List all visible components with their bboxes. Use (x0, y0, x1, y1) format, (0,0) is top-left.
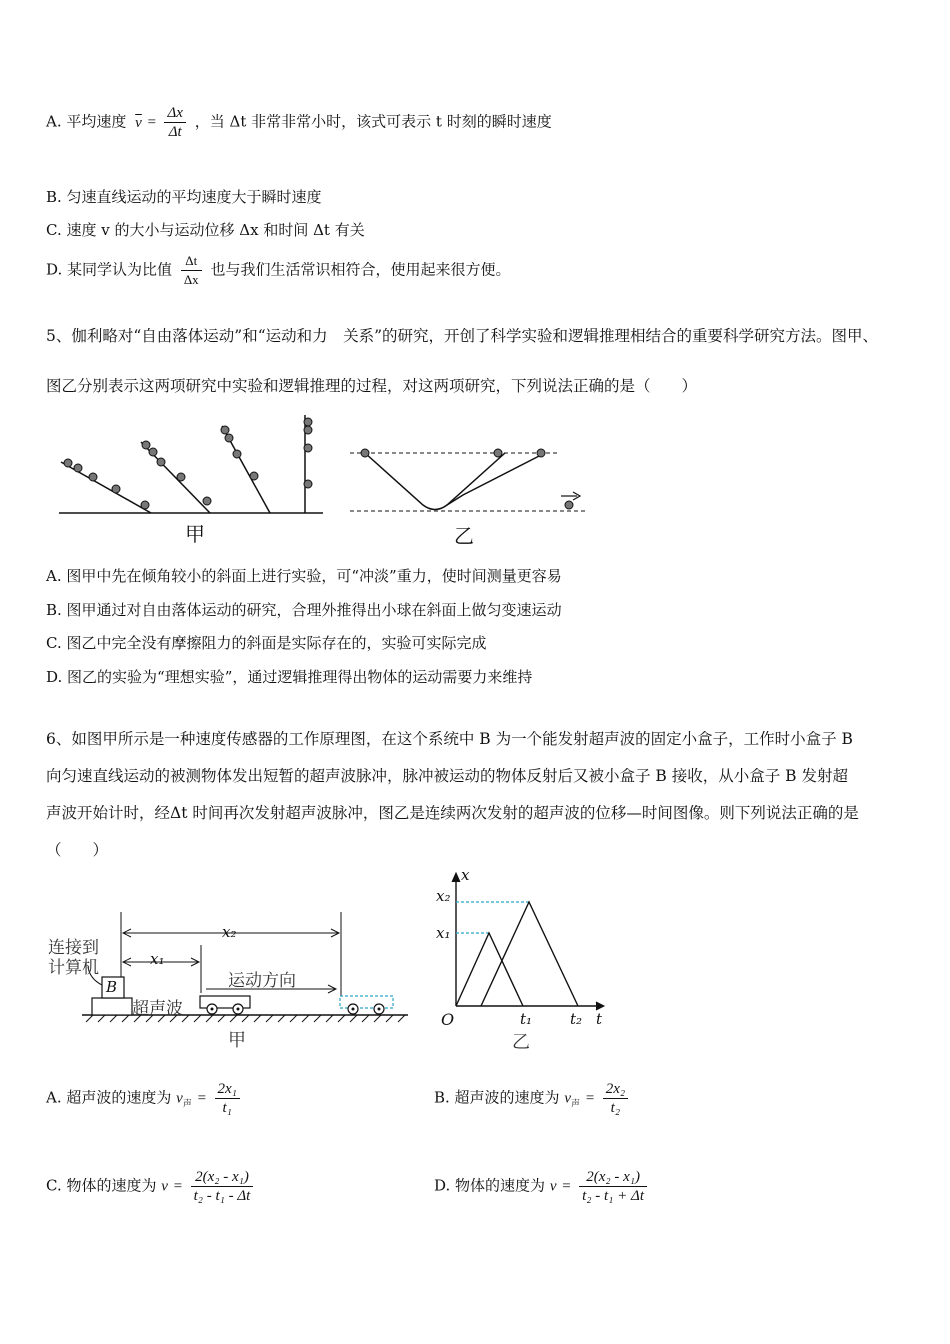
q6-fig-x1-label: x₁ (150, 950, 165, 968)
q4-option-a-denominator: Δt (168, 124, 182, 140)
q6-option-c-prefix: C. 物体的速度为 (46, 1176, 157, 1195)
q5-option-d: D. 图乙的实验为“理想实验”，通过逻辑推理得出物体的运动需要力来维持 (46, 668, 533, 686)
q6-option-b-sub: 声 (571, 1099, 581, 1110)
q6-option-c-fraction (191, 1168, 254, 1205)
q6-option-d: D. 物体的速度为 v = $\frac{\text{2(x₂ - x₁)}}{\text{t₂ - t₁ + Δt}}$ (434, 1168, 651, 1205)
q6-option-d-fraction (579, 1168, 647, 1205)
q6-fig-label-connect-2: 计算机 (48, 958, 99, 978)
q6-fig-wave-label: 超声波 (132, 999, 183, 1019)
q6-stem-line4: （ ） (46, 841, 109, 859)
q6-graph-t2-label: t₂ (570, 1010, 583, 1028)
q6-graph-x2-label: x₂ (436, 887, 451, 905)
q6-option-a-sub: 声 (182, 1099, 192, 1110)
q4-option-d-suffix: 也与我们生活常识相符合，使用起来很方便。 (210, 260, 511, 279)
q6-option-a-fraction (215, 1080, 240, 1117)
q5-figure-yi (345, 440, 595, 525)
q6-fig-x2-label: x₂ (222, 923, 237, 941)
q4-option-a-fraction (164, 104, 185, 141)
q4-option-a-numerator: Δx (164, 104, 185, 123)
q6-option-a-numerator: 2x₁ (215, 1080, 240, 1099)
q6-option-b: B. 超声波的速度为 $v_声$ = $\frac{\text{2x₂}}{\text{t₂}}$ (434, 1080, 632, 1117)
q6-stem-line2: 向匀速直线运动的被测物体发出短暂的超声波脉冲，脉冲被运动的物体反射后又被小盒子 B 接收，从小盒子 B 发射超 (46, 767, 848, 785)
q4-option-a-lhs: $\overline{v}$ (135, 114, 142, 131)
q6-option-b-denominator: t₂ (610, 1100, 621, 1116)
q6-option-c-lhs: v (161, 1178, 168, 1195)
q4-option-d (46, 252, 510, 289)
q6-fig-direction-label: 运动方向 (228, 971, 296, 991)
q6-option-b-lhs: v (564, 1090, 572, 1107)
q6-option-b-numerator: 2x₂ (603, 1080, 628, 1099)
q5-stem-line1: 5、伽利略对“自由落体运动”和“运动和力 关系”的研究，开创了科学实验和逻辑推理相结合的重要科学研究方法。图甲、 (46, 327, 879, 345)
q4-option-d-denominator: Δx (183, 272, 199, 287)
q4-option-a: A. 平均速度 $\overline{v}$ = $\frac{\Delta x}{\Delta t}$ ，当 Δt 非常非常小时，该式可表示 t 时刻的瞬时速度 (46, 105, 552, 140)
q6-fig-box-b-label: B (106, 978, 118, 996)
q5-figure-jia-label: 甲 (185, 522, 205, 546)
q4-option-b: B. 匀速直线运动的平均速度大于瞬时速度 (46, 188, 322, 206)
q6-figure-yi (430, 868, 615, 1028)
q6-option-a-lhs: v (176, 1090, 183, 1107)
q6-option-b-fraction (603, 1080, 628, 1117)
q6-option-b-prefix: B. 超声波的速度为 (434, 1088, 560, 1107)
q6-option-a: A. 超声波的速度为 $v_声$ = $\frac{\text{2x₁}}{\text{t₁}}$ (46, 1080, 244, 1117)
q5-option-a: A. 图甲中先在倾角较小的斜面上进行实验，可“冲淡”重力，使时间测量更容易 (46, 567, 562, 585)
q6-graph-x-axis-label: t (596, 1010, 603, 1028)
q6-option-d-lhs: v (549, 1178, 557, 1195)
q4-option-d-fraction (181, 252, 202, 289)
q6-graph-x1-label: x₁ (436, 924, 451, 942)
q6-option-a-prefix: A. 超声波的速度为 (46, 1088, 172, 1107)
q6-option-c: C. 物体的速度为 v = $\frac{\text{2(x₂ - x₁)}}{\text{t₂ - t₁ - Δt}}$ (46, 1168, 257, 1205)
q6-graph-origin-label: O (441, 1010, 455, 1029)
q5-option-b: B. 图甲通过对自由落体运动的研究，合理外推得出小球在斜面上做匀变速运动 (46, 601, 562, 619)
q4-option-a-prefix: A. 平均速度 (46, 112, 127, 131)
q6-graph-t1-label: t₁ (520, 1010, 533, 1028)
q6-option-a-denominator: t₁ (222, 1100, 232, 1116)
q6-fig-jia-caption: 甲 (228, 1030, 246, 1051)
q6-option-c-numerator: 2(x₂ - x₁) (191, 1168, 254, 1187)
q5-option-c: C. 图乙中完全没有摩擦阻力的斜面是实际存在的，实验可实际完成 (46, 634, 487, 652)
q6-option-d-numerator: 2(x₂ - x₁) (579, 1168, 647, 1187)
q6-fig-yi-caption: 乙 (512, 1032, 530, 1053)
q6-option-d-prefix: D. 物体的速度为 (434, 1176, 546, 1195)
q4-option-d-prefix: D. 某同学认为比值 (46, 260, 173, 279)
q4-option-d-numerator: Δt (181, 252, 202, 271)
q6-stem-line3: 声波开始计时，经Δt 时间再次发射超声波脉冲，图乙是连续两次发射的超声波的位移—时间图像。则下列说法正确的是 (46, 804, 859, 822)
q4-option-c: C. 速度 v 的大小与运动位移 Δx 和时间 Δt 有关 (46, 221, 365, 239)
q4-option-a-suffix: ，当 Δt 非常非常小时，该式可表示 t 时刻的瞬时速度 (194, 112, 552, 131)
q6-graph-y-axis-label: x (461, 866, 470, 884)
q6-stem-line1: 6、如图甲所示是一种速度传感器的工作原理图，在这个系统中 B 为一个能发射超声波的固定小盒子，工作时小盒子 B (46, 730, 853, 748)
q5-stem-line2: 图乙分别表示这两项研究中实验和逻辑推理的过程，对这两项研究，下列说法正确的是（ ） (46, 377, 698, 395)
q6-option-c-denominator: t₂ - t₁ - Δt (193, 1188, 251, 1204)
q5-figure-yi-label: 乙 (454, 524, 474, 548)
q6-option-d-denominator: t₂ - t₁ + Δt (582, 1188, 644, 1204)
q6-fig-label-connect-1: 连接到 (48, 938, 99, 958)
